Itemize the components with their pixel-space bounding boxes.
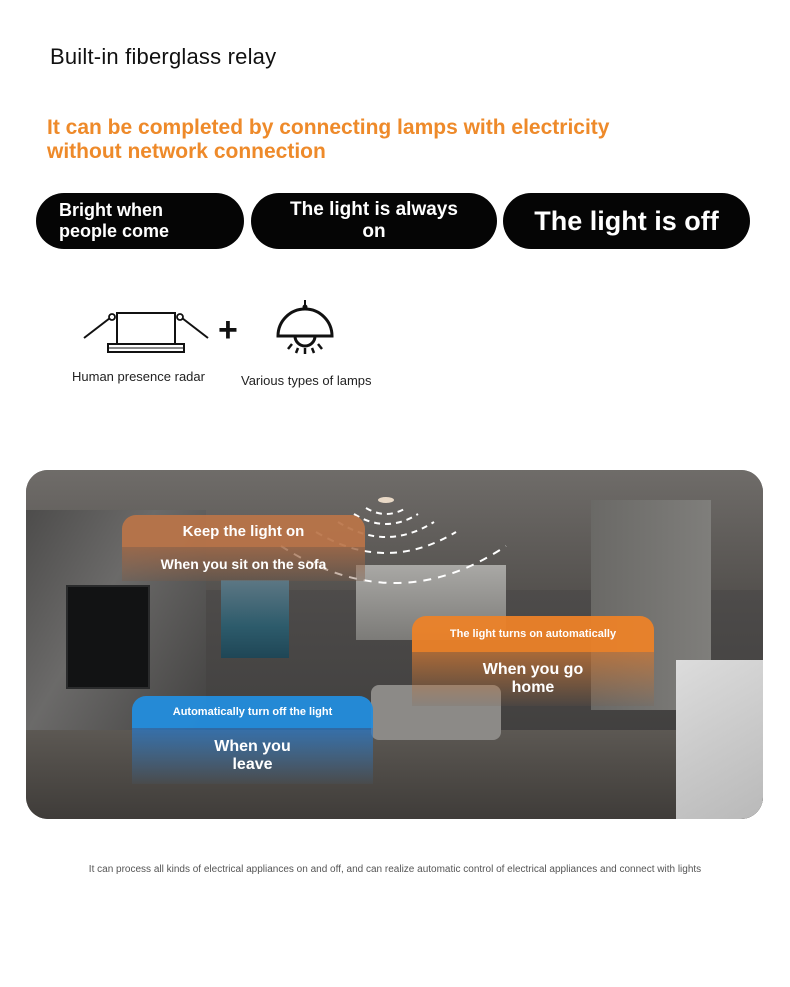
radar-caption: Human presence radar xyxy=(72,369,205,384)
mode-pill-line: Bright when xyxy=(59,200,163,220)
home-card-body xyxy=(412,652,654,706)
sofa-card xyxy=(122,515,365,581)
home-card-title: The light turns on automatically xyxy=(412,616,654,652)
mode-pill-line: people come xyxy=(59,221,170,241)
living-room-scene xyxy=(26,470,763,819)
leave-card xyxy=(132,696,373,784)
radar-sensor-icon xyxy=(80,308,212,360)
pendant-lamp-icon xyxy=(270,298,340,364)
mode-pill-light-off xyxy=(503,193,750,249)
sofa-card-title: Keep the light on xyxy=(122,515,365,547)
home-card-line: When you go xyxy=(482,661,584,678)
lamp-caption: Various types of lamps xyxy=(241,373,372,388)
home-card xyxy=(412,616,654,706)
leave-card-body xyxy=(132,728,373,784)
mode-pill-bright-when-people-come xyxy=(36,193,244,249)
leave-card-title: Automatically turn off the light xyxy=(132,696,373,728)
page-subtitle: It can be completed by connecting lamps with electricity without network connection xyxy=(47,116,610,163)
footer-description: It can process all kinds of electrical appliances on and off, and can realize automatic control of electrical appliances and connect with lights xyxy=(88,864,702,875)
mode-pill-line: on xyxy=(362,221,386,242)
sofa-card-subtitle: When you sit on the sofa xyxy=(122,547,365,581)
leave-card-line: leave xyxy=(232,756,273,773)
mode-pill-line: The light is always xyxy=(290,199,458,220)
mode-pill-line: The light is off xyxy=(534,205,719,236)
plus-icon: + xyxy=(218,311,238,349)
page-title: Built-in fiberglass relay xyxy=(50,44,277,69)
leave-card-line: When you xyxy=(214,738,291,755)
mode-pill-always-on xyxy=(251,193,497,249)
home-card-line: home xyxy=(511,679,555,696)
